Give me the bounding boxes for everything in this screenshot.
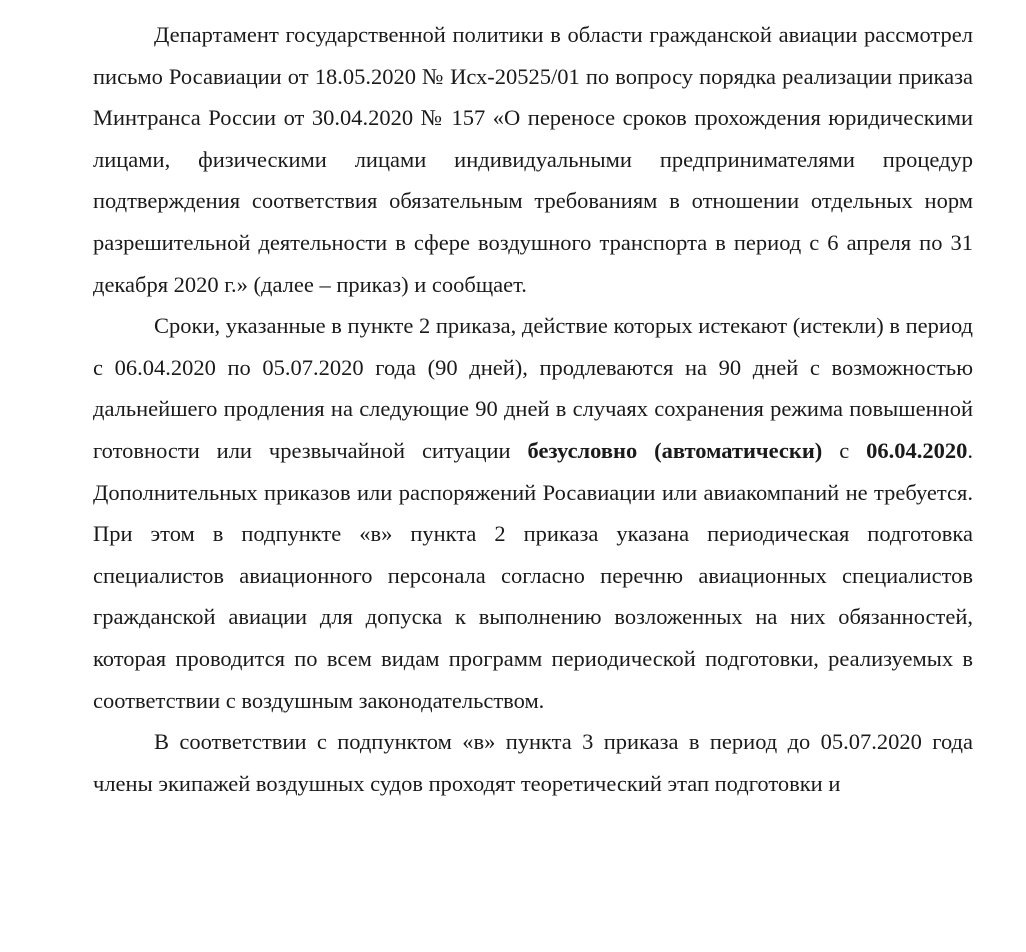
emphasis-unconditional: безусловно (автоматически) [527,437,823,463]
paragraph-deadlines [93,305,973,721]
paragraph-deadlines-text-2: с [822,437,867,463]
paragraph-deadlines-text-3: . Дополнительных приказов или распоряжений Росавиации или авиакомпаний не требуется. При этом в подпункте «в» пункта 2 приказа указана периодическая подготовка специалистов авиационного персонала согласно перечню авиационных специалистов гражданской авиации для допуска к выполнению возложенных на них обязанностей, которая проводится по всем видам программ периодической подготовки, реализуемых в соответствии с воздушным законодательством. [93,437,973,713]
paragraph-deadlines-text-1: Сроки, указанные в пункте 2 приказа, действие которых истекают (истекли) в период с 06.04.2020 по 05.07.2020 года (90 дней), продлеваются на 90 дней с возможностью дальнейшего продления на следующие 90 дней в случаях сохранения режима повышенной готовности или чрезвычайной ситуации [93,313,973,463]
paragraph-intro: Департамент государственной политики в области гражданской авиации рассмотрел письмо Росавиации от 18.05.2020 № Исх-20525/01 по вопросу порядка реализации приказа Минтранса России от 30.04.2020 № 157 «О переносе сроков прохождения юридическими лицами, физическими лицами индивидуальными предпринимателями процедур подтверждения соответствия обязательным требованиям в отношении отдельных норм разрешительной деятельности в сфере воздушного транспорта в период с 6 апреля по 31 декабря 2020 г.» (далее – приказ) и сообщает. [93,22,973,297]
emphasis-date: 06.04.2020 [866,437,968,463]
paragraph-crew-training: В соответствии с подпунктом «в» пункта 3 приказа в период до 05.07.2020 года члены экипажей воздушных судов проходят теоретический этап подготовки и [93,729,973,796]
document-body [93,14,973,804]
